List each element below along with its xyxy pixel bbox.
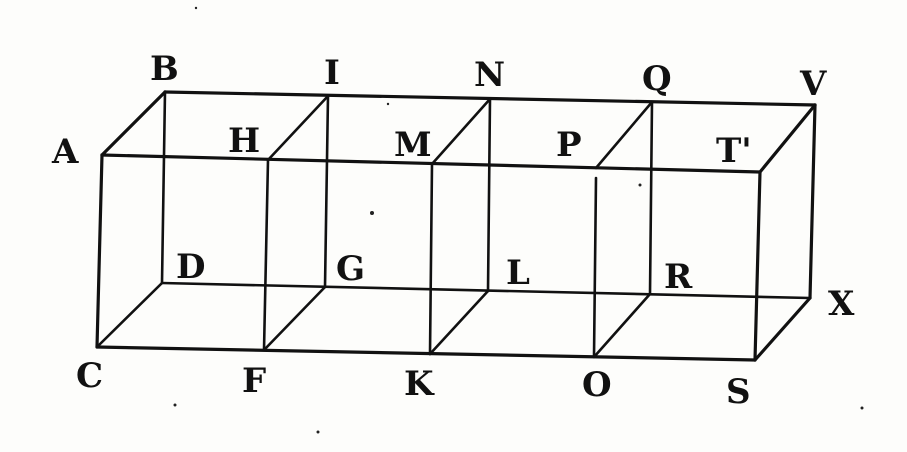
edge-h-f (264, 160, 268, 350)
print-speck (195, 7, 197, 9)
label-r: R (664, 257, 693, 297)
label-q: Q (642, 59, 672, 99)
label-g: G (336, 249, 366, 289)
label-i: I (324, 53, 340, 93)
edge-a-b (102, 92, 165, 155)
edge-n-l (488, 99, 490, 291)
edge-back-bottom (162, 283, 810, 298)
edge-i-g (325, 96, 328, 287)
print-speck (861, 407, 864, 410)
edge-o-r (594, 294, 650, 357)
label-d: D (176, 247, 206, 287)
print-speck (387, 103, 389, 105)
label-o: O (582, 365, 612, 405)
edge-k-l (430, 291, 488, 354)
label-m: M (394, 125, 432, 165)
edge-t-s (755, 172, 760, 360)
edge-p-o (594, 178, 596, 357)
label-n: N (474, 55, 506, 95)
edge-v-x (810, 105, 815, 298)
edge-top-right (760, 105, 815, 172)
edge-b-d (162, 92, 165, 283)
edge-c-d (97, 283, 162, 347)
edge-s-x (755, 298, 810, 360)
edge-front-bottom (97, 347, 755, 360)
label-b: B (150, 49, 179, 89)
edge-a-c (97, 155, 102, 347)
label-c: C (76, 356, 104, 396)
edge-f-g (264, 287, 325, 350)
print-speck (174, 404, 177, 407)
edge-m-n (432, 99, 490, 164)
label-p: P (556, 125, 582, 165)
print-speck (370, 211, 374, 215)
label-t: T' (716, 131, 752, 171)
edge-h-i (268, 96, 328, 160)
label-f: F (242, 361, 267, 401)
edge-p-q (596, 102, 652, 168)
label-s: S (726, 372, 751, 412)
edge-m-k (430, 164, 432, 354)
print-speck (639, 184, 642, 187)
label-a: A (52, 132, 79, 172)
label-v: V (800, 64, 827, 104)
label-x: X (828, 284, 855, 324)
label-h: H (228, 121, 261, 161)
print-speck (317, 431, 320, 434)
edge-q-r (650, 102, 652, 294)
label-l: L (506, 253, 530, 293)
label-k: K (404, 364, 434, 404)
